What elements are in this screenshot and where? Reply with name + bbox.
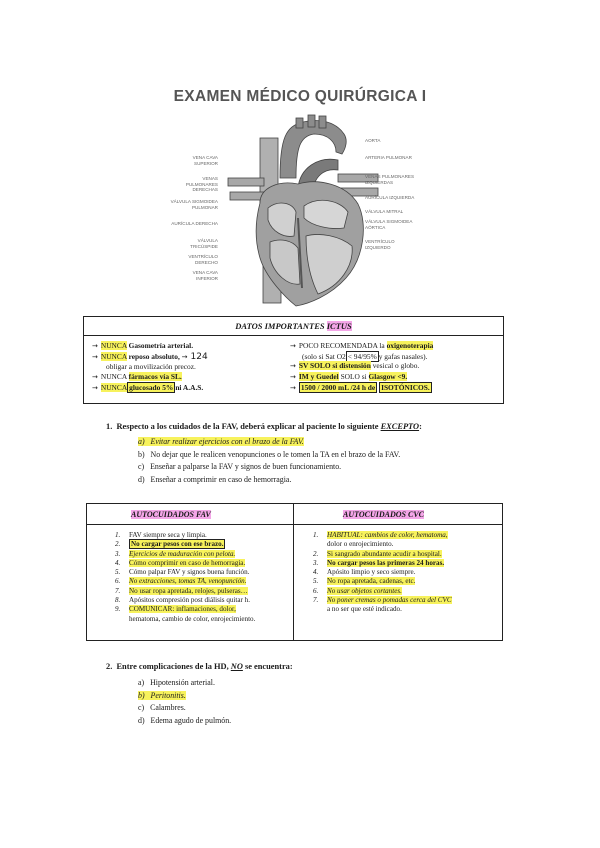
cvc-list — [313, 531, 499, 615]
answer-option[interactable]: d) Enseñar a comprimir en caso de hemorragia. — [138, 474, 292, 484]
question-2: 2. Entre complicaciones de la HD, NO se encuentra: — [106, 662, 293, 671]
fav-item: hematoma, cambio de color, enrojecimiento. — [129, 614, 256, 623]
fav-item: 5. Cómo palpar FAV y signos buena función. — [115, 568, 250, 577]
cvc-item: 5. No ropa apretada, cadenas, etc. — [313, 577, 416, 586]
answer-option[interactable]: a) Hipotensión arterial. — [138, 678, 215, 687]
question-1: 1. Respecto a los cuidados de la FAV, deberá explicar al paciente lo siguiente EXCEPTO: — [106, 422, 422, 431]
datos-right-item: → 1500 / 2000 mL /24 h de ISOTÓNICOS. — [290, 382, 430, 392]
heart-label: VÁLVULA TRICÚSPIDE — [190, 238, 218, 249]
heart-label: VENAS PULMONARES IZQUIERDAS — [365, 174, 415, 185]
column-divider — [293, 504, 294, 640]
answer-option[interactable]: b) No dejar que le realicen venopunciones o le tomen la TA en el brazo de la FAV. — [138, 449, 401, 459]
answer-option[interactable]: b) Peritonitis. — [138, 690, 186, 700]
fav-item: 8. Apósitos compresión post diálisis quitar h. — [115, 596, 250, 605]
heart-label: AURÍCULA DERECHA — [171, 221, 218, 226]
answer-option[interactable]: a) Evitar realizar ejercicios con el brazo de la FAV. — [138, 437, 304, 446]
heart-label: AORTA — [365, 138, 381, 143]
datos-left-item: obligar a movilización precoz. — [106, 362, 196, 372]
heart-label: VENAS PULMONARES DERECHAS — [185, 176, 218, 193]
autocuidados-header — [87, 504, 502, 525]
datos-right-item: (solo si Sat O2 < 94/95% y gafas nasales). — [302, 351, 428, 361]
answer-option[interactable]: c) Enseñar a palparse la FAV y signos de buen funcionamiento. — [138, 462, 342, 472]
cvc-item: a no ser que esté indicado. — [327, 605, 402, 614]
cvc-item: dolor o enrojecimiento. — [327, 540, 394, 549]
heart-label: VENA CAVA INFERIOR — [192, 270, 218, 281]
datos-header: DATOS IMPORTANTES ICTUS — [84, 317, 503, 336]
answer-option[interactable]: c) Calambres. — [138, 703, 186, 713]
heart-label: VÁLVULA SIGMOIDEA PULMONAR — [170, 199, 218, 210]
datos-left-list — [92, 341, 282, 394]
cvc-item: 3. No cargar pesos las primeras 24 horas. — [313, 558, 445, 567]
cvc-item: 6. No usar objetos cortantes. — [313, 586, 402, 595]
heart-label: VENA CAVA SUPERIOR — [192, 155, 218, 166]
fav-item: 3. Ejercicios de maduración con pelota. — [115, 549, 236, 558]
datos-right-list — [290, 341, 500, 394]
datos-right-item: → IM y Guedel SOLO si Glasgow <9. — [290, 372, 408, 382]
datos-left-item: → NUNCA glucosado 5% ni A.A.S. — [92, 382, 204, 392]
question-2-options — [138, 677, 498, 727]
cvc-title: AUTOCUIDADOS CVC — [343, 510, 424, 519]
heart-label: VÁLVULA SIGMOIDEA AÓRTICA — [365, 219, 413, 230]
cvc-item: 4. Apósito limpio y seco siempre. — [313, 568, 416, 577]
fav-item: 1. FAV siempre seca y limpia. — [115, 531, 207, 539]
heart-label: VENTRÍCULO DERECHO — [188, 254, 218, 265]
autocuidados-box — [86, 503, 503, 641]
fav-item: 7. No usar ropa apretada, relojes, pulseras… — [115, 586, 248, 595]
datos-importantes-box — [83, 316, 504, 404]
fav-item: 2. No cargar pesos con ese brazo. — [115, 540, 224, 549]
cvc-item: 1. HABITUAL: cambios de color, hematoma, — [313, 531, 448, 539]
question-1-options — [138, 436, 498, 486]
datos-left-item: → NUNCA fármacos vía SL. — [92, 372, 182, 382]
fav-list — [115, 531, 291, 624]
heart-label: AURÍCULA IZQUIERDA — [365, 195, 415, 200]
datos-right-item: → SV SOLO si distensión vesical o globo. — [290, 361, 420, 371]
heart-label: VENTRÍCULO IZQUIERDO — [365, 239, 395, 250]
fav-title: AUTOCUIDADOS FAV — [131, 510, 211, 519]
fav-item: 9. COMUNICAR: inflamaciones, dolor, — [115, 605, 236, 614]
answer-option[interactable]: d) Edema agudo de pulmón. — [138, 715, 232, 725]
datos-left-item: → NUNCA Gasometría arterial. — [92, 341, 194, 350]
cvc-item: 2. Si sangrado abundante acudir a hospital. — [313, 549, 442, 558]
cvc-item: 7. No poner cremas o pomadas cerca del CVC — [313, 596, 452, 605]
page-title: EXAMEN MÉDICO QUIRÚRGICA I — [173, 88, 427, 105]
datos-right-item: → POCO RECOMENDADA la oxigenoterapia — [290, 341, 434, 350]
heart-label: VÁLVULA MITRAL — [365, 209, 404, 214]
fav-item: 4. Cómo comprimir en caso de hemorragia. — [115, 558, 246, 567]
heart-label: ARTERIA PULMONAR — [365, 155, 412, 160]
fav-item: 6. No extracciones, tomas TA, venopunción. — [115, 577, 247, 586]
datos-left-item: → NUNCA reposo absoluto, → 124 — [92, 351, 208, 362]
